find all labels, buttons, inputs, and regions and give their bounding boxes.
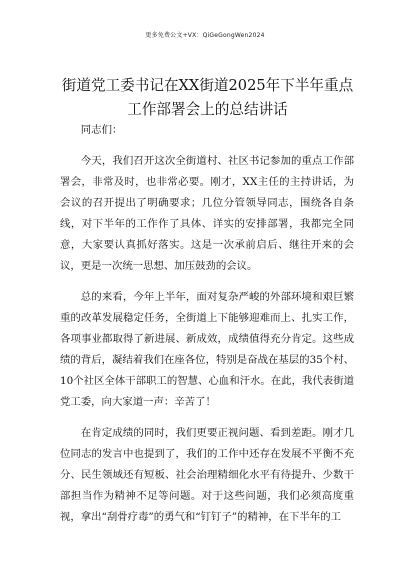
body-paragraph-2: 总的来看，今年上半年，面对复杂严峻的外部环境和艰巨繁重的改革发展稳定任务，全街道上下能够迎难而上、扎实工作，各项事业都取得了新进展、新成效，成绩值得充分肯定。这些成绩的背后，凝结着我们在座各位，特别是奋战在基层的35个村、10个社区全体干部职工的智慧、心血和汗水。在此，我代表街道党工委，向大家道一声：辛苦了！: [60, 291, 354, 408]
header-note: 更多免费公文+VX：QiGeGongWen2024: [145, 32, 265, 39]
body-paragraph-1: 今天，我们召开这次全街道村、社区书记参加的重点工作部署会，非常及时，也非常必要。刚才，XX主任的主持讲话，为会议的召开提出了明确要求；几位分管领导同志，围绕各自条线，对下半年的工作作了具体、详实的安排部署，我都完全同意，大家要认真抓好落实。这是一次承前启后、继往开来的会议，更是一次统一思想、加压鼓劲的会议。: [60, 155, 354, 272]
document-body: [60, 120, 354, 528]
body-paragraph-3: 在肯定成绩的同时，我们更要正视问题、看到差距。刚才几位同志的发言中也提到了，我们的工作中还存在发展不平衡不充分、民生领域还有短板、社会治理精细化水平有待提升、少数干部担当作为精神不足等问题。对于这些问题，我们必须高度重视，拿出“刮骨疗毒”的勇气和“钉钉子”的精神，在下半年的工: [60, 427, 354, 523]
salutation: 同志们：: [80, 124, 123, 136]
document-title: 街道党工委书记在XX街道2025年下半年重点工作部署会上的总结讲话: [61, 77, 354, 118]
